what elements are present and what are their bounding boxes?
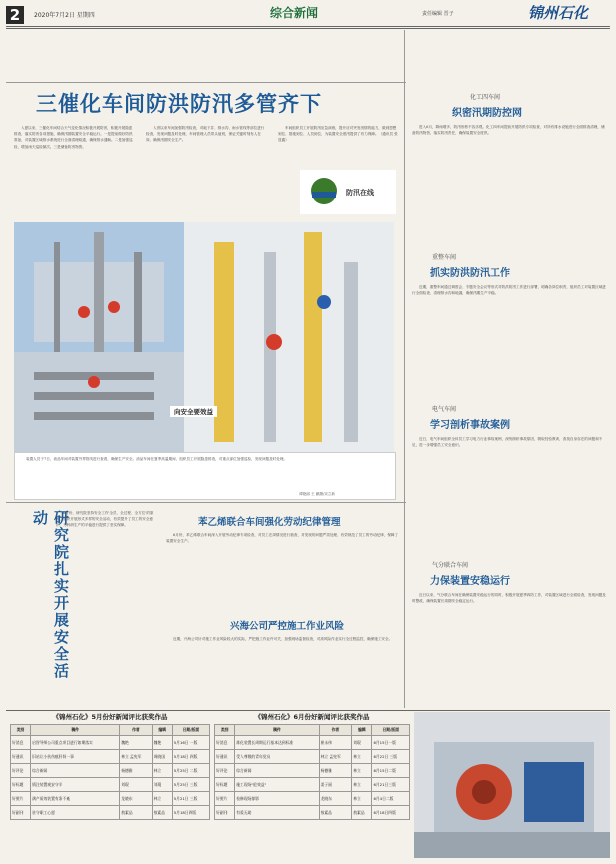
col-editor: 编辑 [152, 725, 172, 736]
header-rule [6, 26, 610, 27]
article2-title: 苯乙烯联合车间强化劳动纪律管理 [198, 517, 341, 528]
table-row: 好通讯 旧站让小伙伤痕肝肾一事 林立 孟宪军 周晓国 5月18日 四版 [11, 750, 210, 764]
vertical-body: 6月份，研究院坚持安全工作'全员、全过程、全方位'的原则，组织开展形式多样的安全活动，有效提升了员工的安全意识，为科研生产的平稳进行提供了坚实保障。 [56, 511, 154, 528]
table-row: 好副刊 有爱无助 敖素品 敖素品 6月18日四版 [215, 806, 410, 820]
sidebar-d-kicker: 气分联合车间 [432, 562, 469, 569]
vertical-title: 研究院扎实开展安全活动 [31, 510, 70, 680]
lead-photo-collage [14, 222, 394, 452]
sidebar-c-kicker: 电气车间 [432, 406, 457, 413]
sidebar-divider [404, 30, 405, 708]
page-number: 2 [6, 6, 24, 24]
editor-credit: 责任编辑 晋子 [422, 11, 454, 17]
col-title: 稿件 [31, 725, 120, 736]
divider [6, 82, 406, 83]
sidebar-b-body: 近期，重整车间通过调度会、专题安全会议等形式对防洪防汛工作进行部署，明确各岗位职责，组织员工对装置区域进行全面检查，清理排水沟和地漏，确保汛期生产平稳。 [412, 285, 606, 296]
lead-col-2: 入汛以来车间加强防汛检查，对地下井、排水沟、雨水管线等部位进行检查，发现问题及时处理，车间管理人员带头值班，保证关键时刻有人在岗，确保汛期安全生产。 [146, 126, 265, 143]
photo-caption-text: 装置人员于7日，油品车间对装置外界管线进行查看，确保生产安全。油品车间在夏季高温期间，组织员工开展隐患排查，对重点部位加强巡检，发现问题及时处理。 [26, 457, 288, 461]
sidebar-a-kicker: 化工四车间 [470, 94, 501, 101]
col-author: 作者 [319, 725, 352, 736]
table-row: 好评论 综合新闻 杨德雅 林立 6月15日二版 [215, 764, 410, 778]
table-row: 好副刊 驻守职工心愿 敖素品 敖素品 5月18日四版 [11, 806, 210, 820]
col-date: 日期/版面 [372, 725, 410, 736]
table-left-title: 《锦州石化》5月份好新闻评比获奖作品 [52, 713, 168, 721]
article3-title: 兴海公司严控施工作业风险 [230, 621, 345, 632]
table-row: 好通讯 受人尊敬的青年党员 林立 孟宪军 林立 6月22日 三版 [215, 750, 410, 764]
table-header-row [11, 725, 210, 736]
sidebar-a-title: 织密汛期防控网 [452, 108, 522, 119]
sidebar-photo [414, 712, 610, 858]
divider [6, 502, 406, 503]
newspaper-logo: 锦州石化 [528, 4, 589, 22]
col-kind: 类别 [11, 725, 31, 736]
sidebar-c-body: 近日，电气车间组织全体员工学习电力行业事故案例，深刻剖析事故原因，吸取经验教训，查找自身存在的问题和不足，进一步增强员工安全意识。 [412, 437, 603, 448]
table-row: 好照片 检修现场掠影 龙晓东 林立 6月4日二版 [215, 792, 410, 806]
photo-credit: 谭艳丽 王 鹏摄/宋立新 [299, 492, 335, 496]
divider [6, 710, 610, 711]
table-row: 好照片 满产质效装置有条不紊 龙晓东 林立 5月21日 三版 [11, 792, 210, 806]
sidebar-a-body: 进入6月，降雨增多，防汛形势不容乐观。化工四车间提前开展防汛专项检查，对所有排水设施进行全面排查清理，储备防汛物资，落实防汛责任，确保装置安全度汛。 [412, 125, 605, 136]
photo-caption-box [14, 452, 396, 500]
table-header-row [215, 725, 410, 736]
col-date: 日期/版面 [172, 725, 209, 736]
col-kind: 类别 [215, 725, 235, 736]
table-right [214, 724, 410, 820]
table-row: 好标题 施工现场"抢效益" 姜子丽 林立 6月21日三版 [215, 778, 410, 792]
photo-caption-title: 向安全要效益 [170, 406, 217, 417]
table-row: 好消息 启智导师公司重点项目进行如期落实 魏艳 魏艳 5月16日 一版 [11, 736, 210, 750]
lead-headline: 三催化车间防洪防汛多管齐下 [36, 92, 322, 116]
sidebar-b-title: 抓实防洪防汛工作 [430, 268, 510, 279]
sidebar-c-title: 学习剖析事故案例 [430, 420, 510, 431]
col-editor: 编辑 [352, 725, 372, 736]
col-author: 作者 [120, 725, 152, 736]
article3-body: 近期，兴海公司针对施工作业风险较大的实际，严把施工作业许可关，加强现场监督检查，对高风险作业实行全过程监控，确保施工安全。 [173, 637, 393, 641]
sidebar-d-body: 近日以来，气分联合车间在确保装置安稳运行的同时，积极开展夏季四防工作，对装置区域进行全面检查，发现问题及时整改，确保装置长周期安全稳定运行。 [412, 593, 606, 604]
lead-col-3: 车间组织员工开展防汛应急演练，提升应对突发汛情的能力，做到思想到位、措施到位、人员到位，为装置安全度汛提供了有力保障。（通讯员 张显鑫） [278, 126, 398, 143]
lead-col-1: 入夏以来，三催化车间结合天气变化情况积极开展防汛，积极开展隐患排查，落实防汛各项措施，确保汛期装置安全平稳运行。一是提前做好防汛准备，对装置区域排水系统进行全面清理疏通，确保排水通畅。二是加强巡检，增加雨天巡检频次。三是储备防汛物资。 [14, 126, 133, 149]
table-row: 好评论 综合新闻 杨德雅 林立 5月25日 二版 [11, 764, 210, 778]
col-title: 稿件 [235, 725, 319, 736]
section-title: 综合新闻 [270, 6, 319, 20]
article2-body: 6月份，苯乙烯联合车间深入开展劳动纪律专项检查，对员工在岗情况进行抽查，对发现的问题严肃处理，有效规范了员工的劳动纪律，保障了装置安全生产。 [166, 533, 399, 544]
equipment-photo-image [414, 712, 610, 858]
issue-date: 2020年7月2日 星期四 [34, 12, 95, 19]
sidebar-d-title: 力保装置安稳运行 [430, 576, 510, 587]
table-left [10, 724, 210, 820]
table-right-title: 《锦州石化》6月份好新闻评比获奖作品 [254, 713, 370, 721]
sidebar-b-kicker: 重整车间 [432, 254, 457, 261]
table-row: 好消息 炼化装置长周期运行基本达到标准 崔永伟 刘琨 6月15日一版 [215, 736, 410, 750]
header-rule-thin [6, 28, 610, 29]
photo-collage-image [14, 222, 394, 452]
table-row: 好标题 情注装置观安守半 刘琨 刘琨 5月25日 三版 [11, 778, 210, 792]
flood-logo-text: 防汛在线 [346, 189, 374, 197]
flood-logo-icon [304, 176, 344, 206]
